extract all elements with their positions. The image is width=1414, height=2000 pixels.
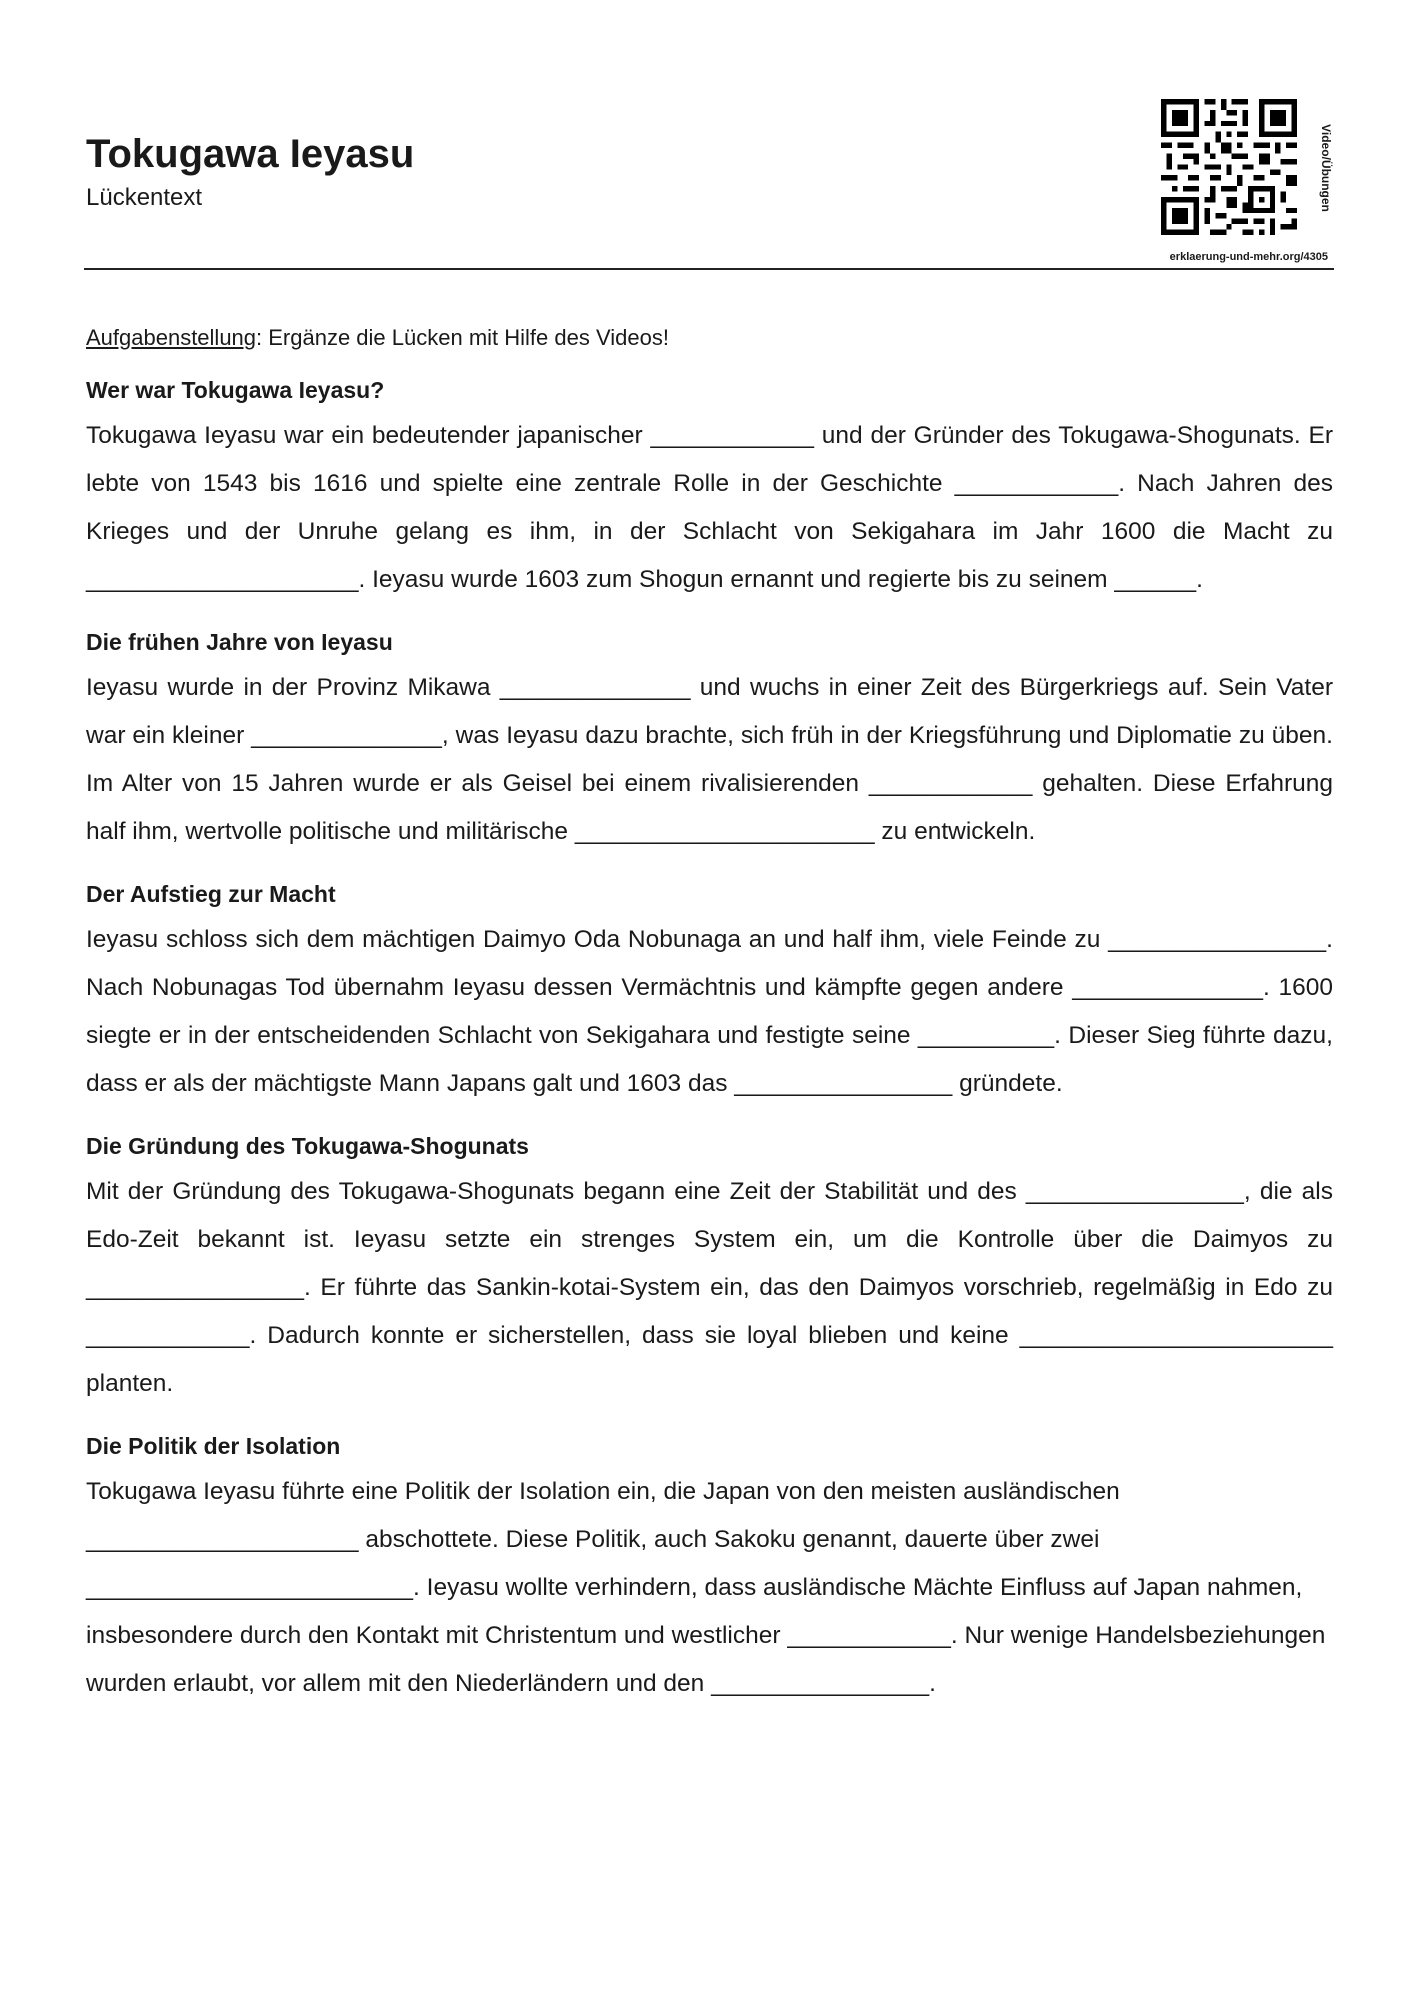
- cloze-paragraph: Mit der Gründung des Tokugawa-Shogunats begann eine Zeit der Stabilität und des ________________, die als Edo-Zeit bekannt ist. Ieyasu setzte ein strenges System ein, um die Kontrolle über die Daimyos zu ________________. Er führte das Sankin-kotai-System ein, das den Daimyos vorschrieb, regelmäßig in Edo zu ____________. Dadurch konnte er sicherstellen, dass sie loyal blieben und keine _______________________ planten.: [86, 1178, 1333, 1397]
- section-founding-shogunate: [86, 1130, 1333, 1408]
- page-title: Tokugawa Ieyasu: [86, 132, 415, 176]
- section-heading: Wer war Tokugawa Ieyasu?: [86, 377, 385, 403]
- cloze-paragraph: Ieyasu wurde in der Provinz Mikawa ______________ und wuchs in einer Zeit des Bürgerkriegs auf. Sein Vater war ein kleiner ______________, was Ieyasu dazu brachte, sich früh in der Kriegsführung und Diplomatie zu üben. Im Alter von 15 Jahren wurde er als Geisel bei einem rivalisierenden ____________ gehalten. Diese Erfahrung half ihm, wertvolle politische und militärische ______________________ zu entwickeln.: [86, 674, 1333, 845]
- cloze-paragraph: Ieyasu schloss sich dem mächtigen Daimyo Oda Nobunaga an und half ihm, viele Feinde zu ________________. Nach Nobunagas Tod übernahm Ieyasu dessen Vermächtnis und kämpfte gegen andere ______________. 1600 siegte er in der entscheidenden Schlacht von Sekigahara und festigte seine __________. Dieser Sieg führte dazu, dass er als der mächtigste Mann Japans galt und 1603 das ________________ gründete.: [86, 926, 1333, 1097]
- section-rise-to-power: [86, 878, 1333, 1108]
- qr-code-icon[interactable]: [1161, 99, 1297, 235]
- section-who-was-ieyasu: [86, 374, 1333, 604]
- qr-side-label-text: Video/Übungen: [1319, 124, 1333, 212]
- section-heading: Die Politik der Isolation: [86, 1433, 341, 1459]
- task-instruction: [86, 322, 1333, 354]
- worksheet-content: [86, 322, 1333, 1730]
- qr-url-link[interactable]: erklaerung-und-mehr.org/4305: [1169, 251, 1328, 263]
- qr-side-label: [1314, 113, 1338, 223]
- page-subtitle: Lückentext: [86, 184, 203, 211]
- header-divider: [84, 268, 1334, 270]
- section-heading: Der Aufstieg zur Macht: [86, 881, 336, 907]
- cloze-paragraph: Tokugawa Ieyasu war ein bedeutender japanischer ____________ und der Gründer des Tokugawa-Shogunats. Er lebte von 1543 bis 1616 und spielte eine zentrale Rolle in der Geschichte ____________. Nach Jahren des Krieges und der Unruhe gelang es ihm, in der Schlacht von Sekigahara im Jahr 1600 die Macht zu ____________________. Ieyasu wurde 1603 zum Shogun ernannt und regierte bis zu seinem ______.: [86, 422, 1333, 593]
- section-early-years: [86, 626, 1333, 856]
- cloze-paragraph: Tokugawa Ieyasu führte eine Politik der Isolation ein, die Japan von den meisten ausländischen ____________________ abschottete. Diese Politik, auch Sakoku genannt, dauerte über zwei ________________________. Ieyasu wollte verhindern, dass ausländische Mächte Einfluss auf Japan nahmen, insbesondere durch den Kontakt mit Christentum und westlicher ____________. Nur wenige Handelsbeziehungen wurden erlaubt, vor allem mit den Niederländern und den ________________.: [86, 1478, 1326, 1697]
- section-heading: Die frühen Jahre von Ieyasu: [86, 629, 393, 655]
- task-text: : Ergänze die Lücken mit Hilfe des Videos!: [256, 325, 669, 350]
- task-label: Aufgabenstellung: [86, 325, 257, 350]
- section-heading: Die Gründung des Tokugawa-Shogunats: [86, 1133, 529, 1159]
- section-isolation-policy: [86, 1430, 1333, 1708]
